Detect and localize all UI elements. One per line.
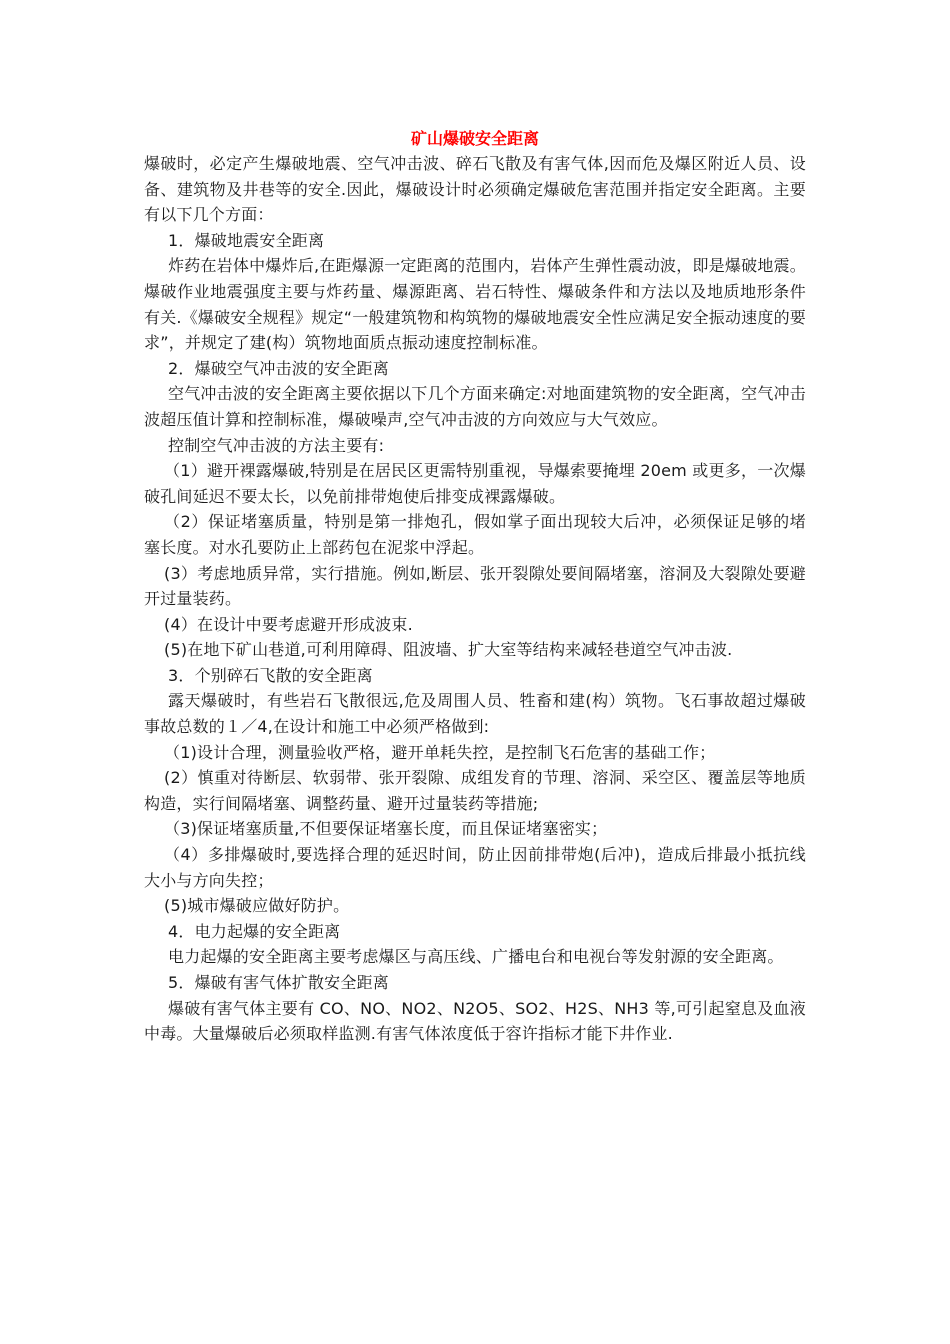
list-item: (3）考虑地质异常，实行措施。例如,断层、张开裂隙处要间隔堵塞，溶洞及大裂隙处要避开过量装药。 <box>144 563 806 609</box>
paragraph: 炸药在岩体中爆炸后,在距爆源一定距离的范围内，岩体产生弹性震动波，即是爆破地震。爆破作业地震强度主要与炸药量、爆源距离、岩石特性、爆破条件和方法以及地质地形条件有关.《爆破安全规程》规定“一般建筑物和构筑物的爆破地震安全性应满足安全振动速度的要求”，并规定了建(构）筑物地面质点振动速度控制标准。 <box>144 256 806 353</box>
document-title: 矿山爆破安全距离 <box>410 129 539 148</box>
section-heading-3: 3．个别碎石飞散的安全距离 <box>168 665 373 685</box>
section-heading-4: 4．电力起爆的安全距离 <box>168 921 341 941</box>
list-item: (2）慎重对待断层、软弱带、张开裂隙、成组发育的节理、溶洞、采空区、覆盖层等地质构造，实行间隔堵塞、调整药量、避开过量装药等措施; <box>144 768 806 813</box>
section-heading-2: 2．爆破空气冲击波的安全距离 <box>168 358 389 378</box>
section-heading-1: 1．爆破地震安全距离 <box>168 230 325 250</box>
paragraph: 控制空气冲击波的方法主要有: <box>168 435 385 455</box>
list-item: （1)设计合理，测量验收严格，避开单耗失控，是控制飞石危害的基础工作； <box>164 742 716 762</box>
list-item: （2）保证堵塞质量，特别是第一排炮孔，假如掌子面出现较大后冲，必须保证足够的堵塞长度。对水孔要防止上部药包在泥浆中浮起。 <box>144 512 806 557</box>
list-item: (5)城市爆破应做好防护。 <box>164 896 350 916</box>
paragraph: 空气冲击波的安全距离主要依据以下几个方面来确定:对地面建筑物的安全距离，空气冲击波超压值计算和控制标准，爆破噪声,空气冲击波的方向效应与大气效应。 <box>144 384 806 429</box>
section-heading-5: 5．爆破有害气体扩散安全距离 <box>168 973 389 992</box>
paragraph: 露天爆破时，有些岩石飞散很远,危及周围人员、牲畜和建(构）筑物。飞石事故超过爆破事故总数的１／4,在设计和施工中必须严格做到: <box>144 691 806 737</box>
list-item: (5)在地下矿山巷道,可利用障碍、阻波墙、扩大室等结构来减轻巷道空气冲击波. <box>164 640 733 660</box>
list-item: （1）避开裸露爆破,特别是在居民区更需特别重视，导爆索要掩埋 20em 或更多，一次爆破孔间延迟不要太长，以免前排带炮使后排变成裸露爆破。 <box>144 461 806 506</box>
list-item: (4）在设计中要考虑避开形成波束. <box>164 614 413 634</box>
list-item: （4）多排爆破时,要选择合理的延迟时间，防止因前排带炮(后冲)，造成后排最小抵抗线大小与方向失控； <box>144 845 806 890</box>
paragraph: 电力起爆的安全距离主要考虑爆区与高压线、广播电台和电视台等发射源的安全距离。 <box>168 947 784 967</box>
intro-paragraph: 爆破时，必定产生爆破地震、空气冲击波、碎石飞散及有害气体,因而危及爆区附近人员、设备、建筑物及井巷等的安全.因此，爆破设计时必须确定爆破危害范围并指定安全距离。主要有以下几个方面： <box>144 154 806 225</box>
document-body <box>144 151 806 1047</box>
paragraph: 爆破有害气体主要有 CO、NO、NO2、N2O5、SO2、H2S、NH3 等,可引起窒息及血液中毒。大量爆破后必须取样监测.有害气体浓度低于容许指标才能下井作业. <box>144 998 806 1044</box>
list-item: （3)保证堵塞质量,不但要保证堵塞长度，而且保证堵塞密实； <box>164 819 608 839</box>
